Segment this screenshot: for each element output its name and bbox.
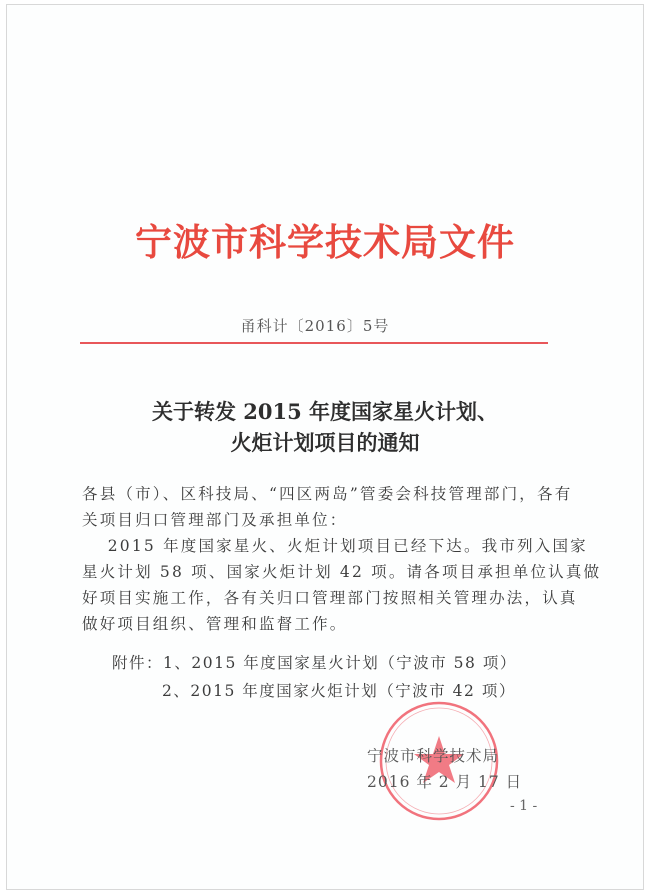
document-header-title: 宁波市科学技术局文件 <box>135 220 515 264</box>
salutation-line: 关项目归口管理部门及承担单位： <box>82 511 348 529</box>
attachment-item: 附件：1、2015 年度国家星火计划（宁波市 58 项） <box>112 654 517 672</box>
notice-title-line-2: 火炬计划项目的通知 <box>230 430 420 455</box>
paragraph-line: 做好项目组织、管理和监督工作。 <box>82 615 348 633</box>
document-number: 甬科计〔2016〕5号 <box>240 317 390 335</box>
paragraph-line: 星火计划 58 项、国家火炬计划 42 项。请各项目承担单位认真做 <box>82 563 602 581</box>
paragraph-line: 2015 年度国家星火、火炬计划项目已经下达。我市列入国家 <box>90 537 588 555</box>
page-number: - 1 - <box>510 798 538 814</box>
attachment-item: 2、2015 年度国家火炬计划（宁波市 42 项） <box>162 682 516 700</box>
notice-title-line-1: 关于转发 2015 年度国家星火计划、 <box>151 399 499 424</box>
salutation-line: 各县（市）、区科技局、“四区两岛”管委会科技管理部门，各有 <box>82 485 573 503</box>
paragraph-line: 好项目实施工作，各有关归口管理部门按照相关管理办法，认真 <box>82 589 578 607</box>
signature-org: 宁波市科学技术局 <box>367 747 500 765</box>
signature-date: 2016 年 2 月 17 日 <box>367 773 523 791</box>
red-divider <box>80 342 548 344</box>
